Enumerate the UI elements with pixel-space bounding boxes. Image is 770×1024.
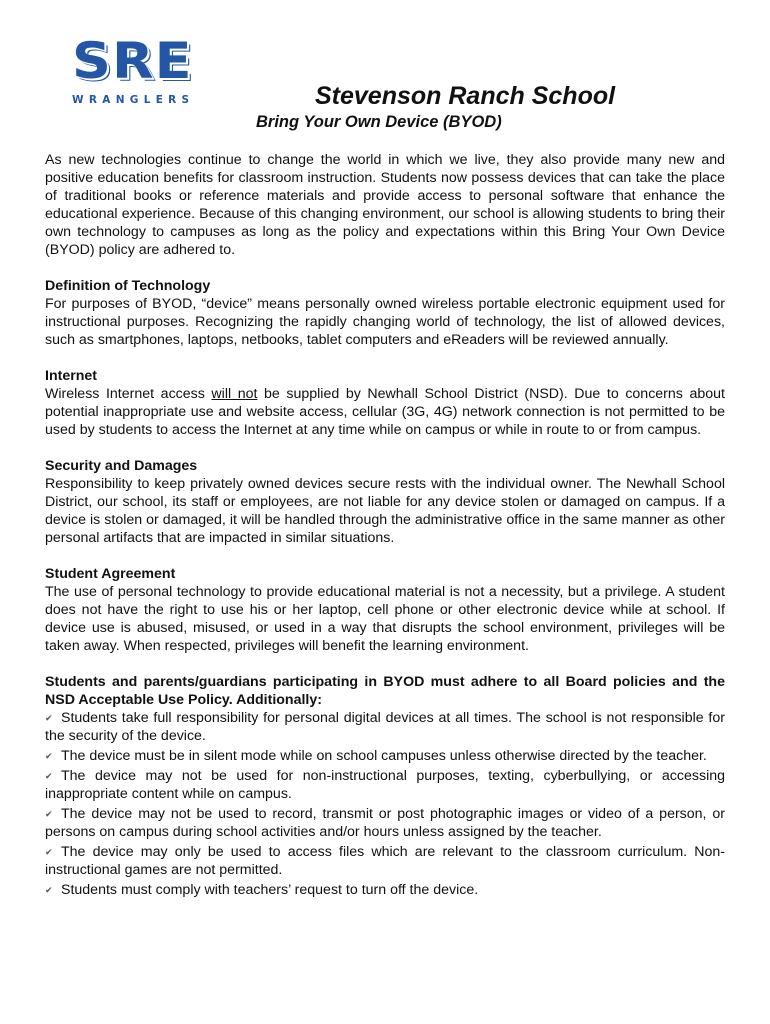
intro-paragraph: As new technologies continue to change the world in which we live, they also provide many new and positive education benefits for classroom instruction. Students now possess devices that can take the place of traditional books or reference materials and provide access to personal software that enhance the educational experience. Because of this changing environment, our school is allowing students to bring their own technology to campuses as long as the policy and expectations within this Bring Your Own Device (BYOD) policy are adhered to. bbox=[45, 152, 725, 258]
checkmark-icon: ✔ bbox=[45, 771, 53, 781]
definition-heading: Definition of Technology bbox=[45, 278, 211, 294]
definition-body: For purposes of BYOD, “device” means personally owned wireless portable electronic equipment used for instructional purposes. Recognizing the rapidly changing world of technology, the list of allowed devices, such as smartphones, laptops, netbooks, tablet computers and eReaders will be reviewed annually. bbox=[45, 296, 725, 348]
security-body: Responsibility to keep privately owned devices secure rests with the individual owner. The Newhall School District, our school, its staff or employees, are not liable for any device stolen or damaged on campus. If a device is stolen or damaged, it will be handled through the administrative office in the same manner as other personal artifacts that are impacted in similar situations. bbox=[45, 476, 725, 546]
document-body bbox=[45, 151, 725, 901]
agreement-heading: Student Agreement bbox=[45, 566, 176, 582]
internet-section bbox=[45, 367, 725, 439]
checkmark-icon: ✔ bbox=[45, 809, 53, 819]
policy-title: Bring Your Own Device (BYOD) bbox=[256, 113, 502, 131]
internet-body bbox=[45, 385, 725, 439]
list-item bbox=[45, 881, 725, 899]
list-item bbox=[45, 747, 725, 765]
rule-text: Students take full responsibility for personal digital devices at all times. The school is not responsible for the security of the device. bbox=[45, 710, 725, 744]
logo-letters: SRE bbox=[72, 32, 193, 90]
internet-heading: Internet bbox=[45, 368, 98, 384]
logo-subtitle: WRANGLERS bbox=[72, 94, 195, 106]
checkmark-icon: ✔ bbox=[45, 847, 53, 857]
internet-body-start: Wireless Internet access bbox=[45, 386, 212, 402]
list-item bbox=[45, 805, 725, 841]
checkmark-icon: ✔ bbox=[45, 751, 53, 761]
rules-section bbox=[45, 673, 725, 899]
security-section bbox=[45, 457, 725, 547]
internet-body-end: be supplied by Newhall School District (NSD). Due to concerns about potential inappropriate use and website access, cellular (3G, 4G) network connection is not permitted to be used by students to access the Internet at any time while on campus or while in route to or from campus. bbox=[45, 386, 725, 438]
list-item bbox=[45, 843, 725, 879]
checkmark-icon: ✔ bbox=[45, 713, 53, 723]
rule-text: The device may not be used to record, transmit or post photographic images or video of a person, or persons on campus during school activities and/or hours unless assigned by the teacher. bbox=[45, 806, 725, 840]
rules-list bbox=[45, 709, 725, 899]
rule-text: The device may only be used to access files which are relevant to the classroom curriculum. Non-instructional games are not permitted. bbox=[45, 844, 725, 878]
agreement-section bbox=[45, 565, 725, 655]
rule-text: The device may not be used for non-instructional purposes, texting, cyberbullying, or accessing inappropriate content while on campus. bbox=[45, 768, 725, 802]
internet-body-emphasis: will not bbox=[211, 386, 258, 402]
school-logo bbox=[72, 34, 202, 108]
rules-heading: Students and parents/guardians participating in BYOD must adhere to all Board policies and the NSD Acceptable Use Policy. Additionally: bbox=[45, 674, 725, 708]
rule-text: The device must be in silent mode while on school campuses unless otherwise directed by the teacher. bbox=[61, 748, 707, 764]
security-heading: Security and Damages bbox=[45, 458, 198, 474]
definition-section bbox=[45, 277, 725, 349]
agreement-body: The use of personal technology to provide educational material is not a necessity, but a privilege. A student does not have the right to use his or her laptop, cell phone or other electronic device while at school. If device use is abused, misused, or used in a way that disrupts the school environment, privileges will be taken away. When respected, privileges will benefit the learning environment. bbox=[45, 584, 725, 654]
school-name: Stevenson Ranch School bbox=[315, 82, 616, 110]
rule-text: Students must comply with teachers’ request to turn off the device. bbox=[61, 882, 479, 898]
list-item bbox=[45, 709, 725, 745]
list-item bbox=[45, 767, 725, 803]
checkmark-icon: ✔ bbox=[45, 885, 53, 895]
